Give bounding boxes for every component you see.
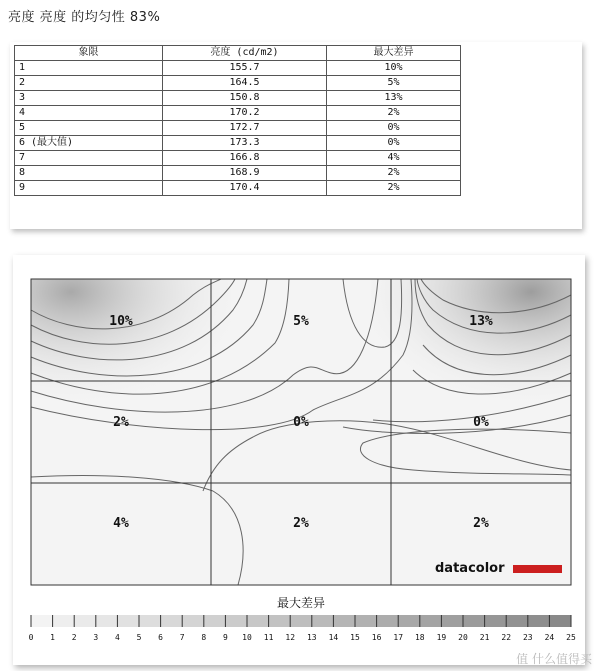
legend-tick-label: 4	[114, 633, 120, 642]
legend-swatch	[506, 615, 528, 627]
legend-swatch	[355, 615, 377, 627]
table-row	[15, 181, 461, 196]
legend-swatch	[139, 615, 161, 627]
cell-label-q5: 0%	[293, 415, 309, 430]
column-header-luminance: 亮度 (cd/m2)	[163, 46, 327, 61]
cell-label-q2: 5%	[293, 314, 309, 329]
column-header-quadrant: 象限	[15, 46, 163, 61]
legend-tick-label: 22	[501, 633, 512, 642]
table-row	[15, 106, 461, 121]
legend-swatch	[528, 615, 550, 627]
cell-luminance: 168.9	[163, 166, 327, 181]
cell-luminance: 170.4	[163, 181, 327, 196]
uniformity-chart-card	[13, 255, 585, 665]
legend-swatch	[312, 615, 334, 627]
legend-swatch	[333, 615, 355, 627]
legend-swatch	[549, 615, 571, 627]
legend-swatch	[485, 615, 507, 627]
legend-swatch	[74, 615, 96, 627]
watermark: 值 什么值得买	[516, 652, 592, 666]
legend-tick-label: 9	[222, 633, 228, 642]
legend-swatch	[53, 615, 75, 627]
legend-swatch	[290, 615, 312, 627]
page-title: 亮度 亮度 的均匀性 83%	[8, 10, 161, 25]
cell-luminance: 155.7	[163, 61, 327, 76]
cell-luminance: 164.5	[163, 76, 327, 91]
table-row	[15, 121, 461, 136]
cell-max-diff: 2%	[327, 106, 461, 121]
cell-luminance: 173.3	[163, 136, 327, 151]
legend-swatch	[441, 615, 463, 627]
legend-tick-label: 18	[414, 633, 425, 642]
datacolor-logo: datacolor	[435, 561, 505, 576]
cell-quadrant: 4	[15, 106, 163, 121]
legend-swatch	[182, 615, 204, 627]
cell-quadrant: 9	[15, 181, 163, 196]
cell-quadrant: 2	[15, 76, 163, 91]
cell-quadrant: 5	[15, 121, 163, 136]
legend-tick-label: 5	[136, 633, 142, 642]
legend-swatch	[161, 615, 183, 627]
legend-tick-label: 7	[179, 633, 185, 642]
legend-tick-label: 14	[328, 633, 339, 642]
cell-label-q9: 2%	[473, 516, 489, 531]
legend-swatch	[117, 615, 139, 627]
cell-quadrant: 3	[15, 91, 163, 106]
shade-quadrant-3	[371, 279, 571, 409]
legend-swatch	[377, 615, 399, 627]
legend-tick-label: 15	[350, 633, 360, 642]
legend-tick-label: 23	[522, 633, 533, 642]
legend-tick-label: 2	[71, 633, 77, 642]
legend-scale	[29, 615, 576, 642]
legend-tick-label: 21	[479, 633, 490, 642]
legend-swatch	[269, 615, 291, 627]
column-header-max-diff: 最大差异	[327, 46, 461, 61]
datacolor-logo-bar	[513, 565, 562, 573]
cell-max-diff: 10%	[327, 61, 461, 76]
cell-max-diff: 2%	[327, 181, 461, 196]
table-row	[15, 136, 461, 151]
legend-tick-label: 10	[242, 633, 252, 642]
cell-quadrant: 7	[15, 151, 163, 166]
table-row	[15, 76, 461, 91]
cell-luminance: 166.8	[163, 151, 327, 166]
legend-swatch	[420, 615, 442, 627]
legend-tick-label: 6	[158, 633, 164, 642]
cell-luminance: 150.8	[163, 91, 327, 106]
cell-luminance: 172.7	[163, 121, 327, 136]
legend-swatch	[204, 615, 226, 627]
legend-tick-label: 8	[201, 633, 207, 642]
cell-max-diff: 13%	[327, 91, 461, 106]
legend-tick-label: 3	[93, 633, 99, 642]
table-row	[15, 151, 461, 166]
legend-tick-label: 17	[393, 633, 404, 642]
legend-tick-label: 20	[458, 633, 468, 642]
cell-luminance: 170.2	[163, 106, 327, 121]
table-header-row	[15, 46, 461, 61]
legend-tick-label: 1	[50, 633, 56, 642]
legend-swatch	[225, 615, 247, 627]
legend-tick-label: 12	[285, 633, 296, 642]
cell-label-q1: 10%	[109, 314, 133, 329]
shade-quadrant-1	[31, 279, 231, 409]
table-row	[15, 61, 461, 76]
cell-quadrant: 1	[15, 61, 163, 76]
legend-swatch	[398, 615, 420, 627]
legend-tick-label: 24	[544, 633, 555, 642]
brightness-table	[14, 45, 461, 196]
uniformity-heatmap	[13, 255, 585, 665]
legend-tick-label: 11	[263, 633, 274, 642]
cell-max-diff: 4%	[327, 151, 461, 166]
cell-quadrant: 8	[15, 166, 163, 181]
cell-max-diff: 5%	[327, 76, 461, 91]
table-row	[15, 91, 461, 106]
legend-tick-label: 19	[436, 633, 447, 642]
cell-quadrant: 6 (最大值)	[15, 136, 163, 151]
legend-swatch	[463, 615, 485, 627]
legend-swatch	[31, 615, 53, 627]
cell-max-diff: 0%	[327, 136, 461, 151]
cell-label-q6: 0%	[473, 415, 489, 430]
table-row	[15, 166, 461, 181]
legend-swatch	[96, 615, 118, 627]
cell-label-q4: 2%	[113, 415, 129, 430]
cell-label-q3: 13%	[469, 314, 493, 329]
cell-label-q7: 4%	[113, 516, 129, 531]
legend-tick-label: 16	[371, 633, 382, 642]
cell-max-diff: 0%	[327, 121, 461, 136]
legend-tick-label: 25	[566, 633, 576, 642]
legend-swatch	[247, 615, 269, 627]
legend-tick-label: 0	[28, 633, 34, 642]
cell-max-diff: 2%	[327, 166, 461, 181]
legend-title: 最大差异	[276, 596, 326, 610]
cell-label-q8: 2%	[293, 516, 309, 531]
legend-tick-label: 13	[306, 633, 317, 642]
